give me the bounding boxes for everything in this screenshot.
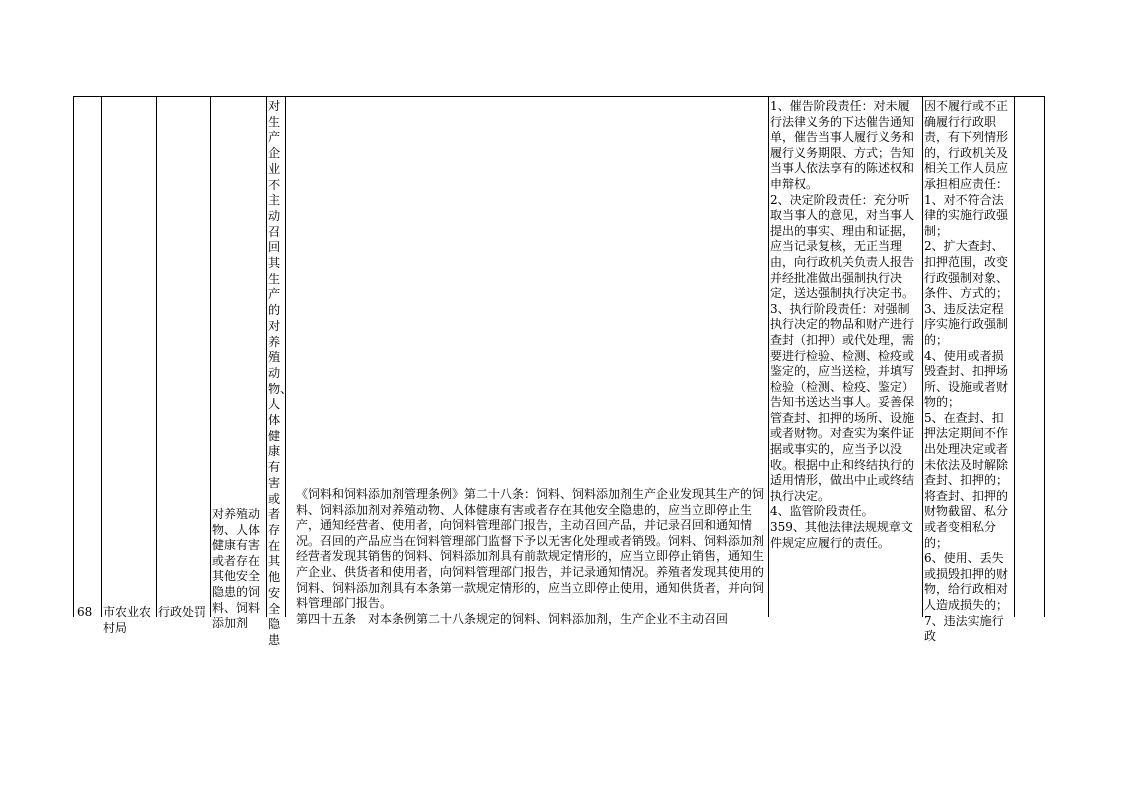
column-divider <box>210 97 211 617</box>
row-number: 68 <box>77 605 93 619</box>
column-divider <box>101 97 102 617</box>
accountability-item: 6、使用、丢失或损毁扣押的财物，给行政相对人造成损失的； <box>924 551 1009 612</box>
duty-item: 3、执行阶段责任：对强制执行决定的物品和财产进行查封（扣押）或代处理，需要进行检验、检测、检疫或鉴定的，应当送检，并填写检验（检测、检疫、鉴定）告知书送达当事人。妥善保管查封、扣押的场所、设施或者财物。对查实为案件证据或事实的，应当予以没收。根据中止和终结执行的适用情形，做出中止或终结执行决定。 <box>770 301 915 503</box>
accountability-item: 因不履行或不正确履行行政职责，有下列情形的，行政机关及相关工作人员应承担相应责任： <box>924 99 1009 191</box>
accountability-cell <box>924 97 1012 644</box>
accountability-item: 7、违法实施行政 <box>924 613 1004 644</box>
document-table <box>73 96 1045 647</box>
department-cell: 市农业农村局 <box>103 605 152 635</box>
legal-basis-paragraph: 《饲料和饲料添加剂管理条例》第二十八条：饲料、饲料添加剂生产企业发现其生产的饲料、饲料添加剂对养殖动物、人体健康有害或者存在其他安全隐患的，应当立即停止生产，通知经营者、使用者，向饲料管理部门报告，主动召回产品，并记录召回和通知情况。召回的产品应当在饲料管理部门监督下予以无害化处理或者销毁。饲料、饲料添加剂经营者发现其销售的饲料、饲料添加剂具有前款规定情形的，应当立即停止销售，通知生产企业、供货者和使用者，向饲料管理部门报告，并记录通知情况。养殖者发现其使用的饲料、饲料添加剂具有本条第一款规定情形的，应当立即停止使用，通知供货者，并向饲料管理部门报告。 <box>296 487 765 611</box>
column-divider <box>156 97 157 617</box>
accountability-item: 4、使用或者损毁查封、扣押场所、设施或者财物的； <box>924 348 1009 410</box>
sub-item-vertical-cell: 对生产企业不主动召回其生产的对养殖动物、人体健康有害或者存在其他安全隐患 <box>268 99 293 647</box>
duty-item: 2、决定阶段责任：充分听取当事人的意见，对当事人提出的事实、理由和证据，应当记录复核，无正当理由，向行政机关负责人报告并经批准做出强制执行决定，送达强制执行决定书。 <box>770 192 915 301</box>
item-name-cell: 对养殖动物、人体健康有害或者存在其他安全隐患的饲料、饲料添加剂 <box>212 507 261 631</box>
column-divider <box>922 97 923 617</box>
duty-item: 359、其他法律法规规章文件规定应履行的责任。 <box>770 520 913 550</box>
duty-item: 1、催告阶段责任：对未履行法律义务的下达催告通知单，催告当事人履行义务和履行义务期限、方式；告知当事人依法享有的陈述权和申辩权。 <box>770 99 915 191</box>
column-divider <box>266 97 267 617</box>
duties-cell <box>770 97 920 617</box>
duty-item: 4、监管阶段责任。 <box>770 504 874 519</box>
legal-basis-cell <box>296 97 766 626</box>
column-divider <box>1014 97 1015 617</box>
category-cell: 行政处罚 <box>158 605 207 619</box>
accountability-item: 3、违反法定程序实施行政强制的； <box>924 301 1009 347</box>
accountability-item: 2、扩大查封、扣押范围，改变行政强制对象、条件、方式的； <box>924 239 1009 301</box>
accountability-item: 1、对不符合法律的实施行政强制； <box>924 192 1009 238</box>
column-divider <box>285 97 286 617</box>
accountability-item: 5、在查封、扣押法定期间不作出处理决定或者未依法及时解除查封、扣押的；将查封、扣押的财物截留、私分或者变相私分的； <box>924 410 1009 550</box>
column-divider <box>768 97 769 617</box>
legal-basis-paragraph: 第四十五条 对本条例第二十八条规定的饲料、饲料添加剂，生产企业不主动召回 <box>296 611 729 626</box>
